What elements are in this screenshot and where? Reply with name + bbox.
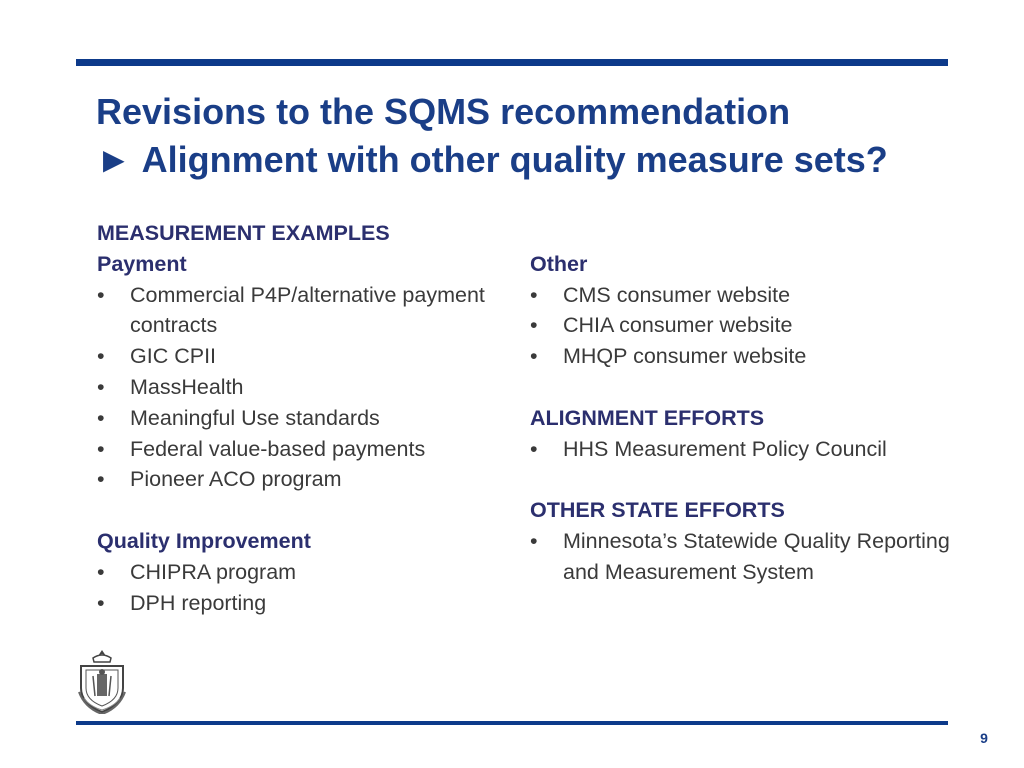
list-item	[97, 434, 497, 465]
other-state-efforts-heading: OTHER STATE EFFORTS	[530, 498, 785, 523]
list-item-label: Minnesota’s Statewide Quality Reporting and Measurement System	[563, 528, 950, 584]
list-item-label: DPH reporting	[130, 590, 267, 615]
list-item-label: CMS consumer website	[563, 282, 791, 307]
title-line-2	[96, 136, 976, 184]
bullet-icon: •	[97, 559, 105, 584]
payment-list	[97, 280, 497, 496]
page-number: 9	[980, 730, 988, 746]
list-item-label: MassHealth	[130, 374, 244, 399]
list-item	[97, 403, 497, 434]
other-heading: Other	[530, 251, 588, 276]
title-line-1: Revisions to the SQMS recommendation	[96, 91, 791, 132]
alignment-efforts-heading: ALIGNMENT EFFORTS	[530, 405, 765, 430]
bullet-icon: •	[97, 344, 105, 369]
spacer	[530, 464, 970, 495]
triangle-right-icon: ►	[96, 139, 132, 180]
list-item-label: MHQP consumer website	[563, 344, 807, 369]
payment-heading: Payment	[97, 251, 187, 276]
massachusetts-seal-logo	[75, 648, 129, 714]
list-item-label: Pioneer ACO program	[130, 467, 342, 492]
top-divider	[76, 59, 948, 66]
alignment-list	[530, 434, 970, 465]
list-item	[530, 341, 970, 372]
bullet-icon: •	[530, 282, 538, 307]
list-item-label: HHS Measurement Policy Council	[563, 436, 887, 461]
bullet-icon: •	[530, 344, 538, 369]
bullet-icon: •	[97, 467, 105, 492]
bullet-icon: •	[97, 405, 105, 430]
list-item-label: Federal value-based payments	[130, 436, 426, 461]
quality-improvement-list	[97, 557, 497, 619]
list-item	[97, 588, 497, 619]
bullet-icon: •	[97, 374, 105, 399]
slide-title	[96, 88, 976, 184]
quality-improvement-heading: Quality Improvement	[97, 528, 311, 553]
list-item	[530, 280, 970, 311]
bullet-icon: •	[97, 436, 105, 461]
bullet-icon: •	[97, 590, 105, 615]
list-item-label: CHIPRA program	[130, 559, 297, 584]
list-item	[97, 280, 497, 342]
list-item-label: Commercial P4P/alternative payment contracts	[130, 282, 485, 338]
list-item	[97, 372, 497, 403]
other-list	[530, 280, 970, 372]
bottom-divider	[76, 721, 948, 725]
list-item	[530, 434, 970, 465]
list-item-label: GIC CPII	[130, 344, 217, 369]
list-item	[530, 310, 970, 341]
left-column	[97, 218, 497, 618]
bullet-icon: •	[530, 313, 538, 338]
list-item-label: CHIA consumer website	[563, 313, 793, 338]
bullet-icon: •	[97, 282, 105, 307]
bullet-icon: •	[530, 528, 538, 553]
spacer	[97, 495, 497, 526]
title-line-2-text: Alignment with other quality measure sets?	[141, 139, 888, 180]
state-efforts-list	[530, 526, 970, 588]
bullet-icon: •	[530, 436, 538, 461]
list-item	[97, 557, 497, 588]
list-item	[97, 341, 497, 372]
right-column	[530, 218, 970, 588]
list-item	[530, 526, 970, 588]
spacer	[530, 218, 970, 249]
list-item-label: Meaningful Use standards	[130, 405, 380, 430]
spacer	[530, 372, 970, 403]
list-item	[97, 464, 497, 495]
measurement-examples-heading: MEASUREMENT EXAMPLES	[97, 221, 390, 245]
